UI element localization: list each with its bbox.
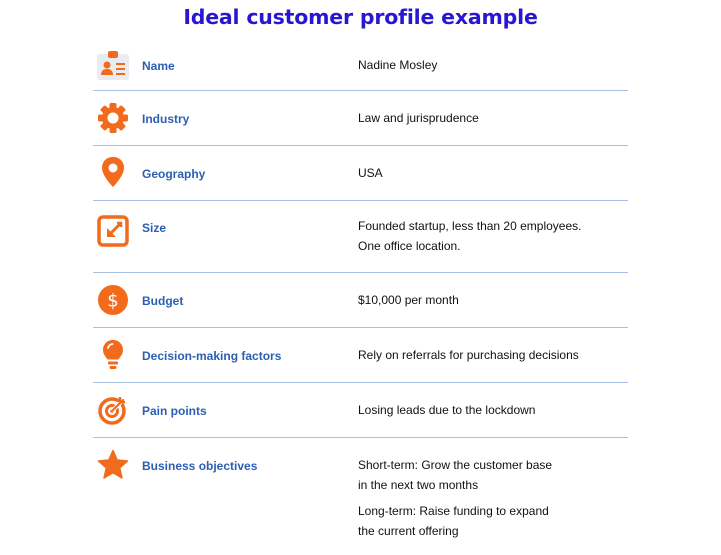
row-label: Decision-making factors xyxy=(142,349,282,363)
resize-icon xyxy=(97,215,129,247)
row-divider xyxy=(93,90,628,91)
row-value: $10,000 per month xyxy=(358,293,459,307)
lightbulb-icon xyxy=(97,339,129,371)
row-value: Short-term: Grow the customer base in the next two months Long-term: Raise funding to expand the current offering xyxy=(358,458,553,538)
row-value: Rely on referrals for purchasing decisions xyxy=(358,348,579,362)
gear-icon xyxy=(97,102,129,134)
row-label: Budget xyxy=(142,294,184,308)
row-label: Size xyxy=(142,221,167,235)
target-icon xyxy=(97,394,129,426)
row-divider xyxy=(93,145,628,146)
id-card-icon xyxy=(97,50,129,82)
row-value: USA xyxy=(358,166,383,180)
star-icon xyxy=(97,449,129,481)
row-label: Geography xyxy=(142,167,206,181)
row-divider xyxy=(93,200,628,201)
row-label: Name xyxy=(142,59,175,73)
row-label: Industry xyxy=(142,112,190,126)
page-title: Ideal customer profile example xyxy=(183,5,538,29)
row-value: Founded startup, less than 20 employees. One office location. xyxy=(358,219,582,253)
row-divider xyxy=(93,272,628,273)
dollar-icon xyxy=(97,284,129,316)
location-pin-icon xyxy=(97,156,129,188)
row-value: Law and jurisprudence xyxy=(358,111,479,125)
row-divider xyxy=(93,327,628,328)
row-value: Nadine Mosley xyxy=(358,58,438,72)
row-label: Pain points xyxy=(142,404,207,418)
row-value: Losing leads due to the lockdown xyxy=(358,403,536,417)
svg-text:$: $ xyxy=(107,290,119,312)
row-divider xyxy=(93,382,628,383)
row-divider xyxy=(93,437,628,438)
row-label: Business objectives xyxy=(142,459,258,473)
